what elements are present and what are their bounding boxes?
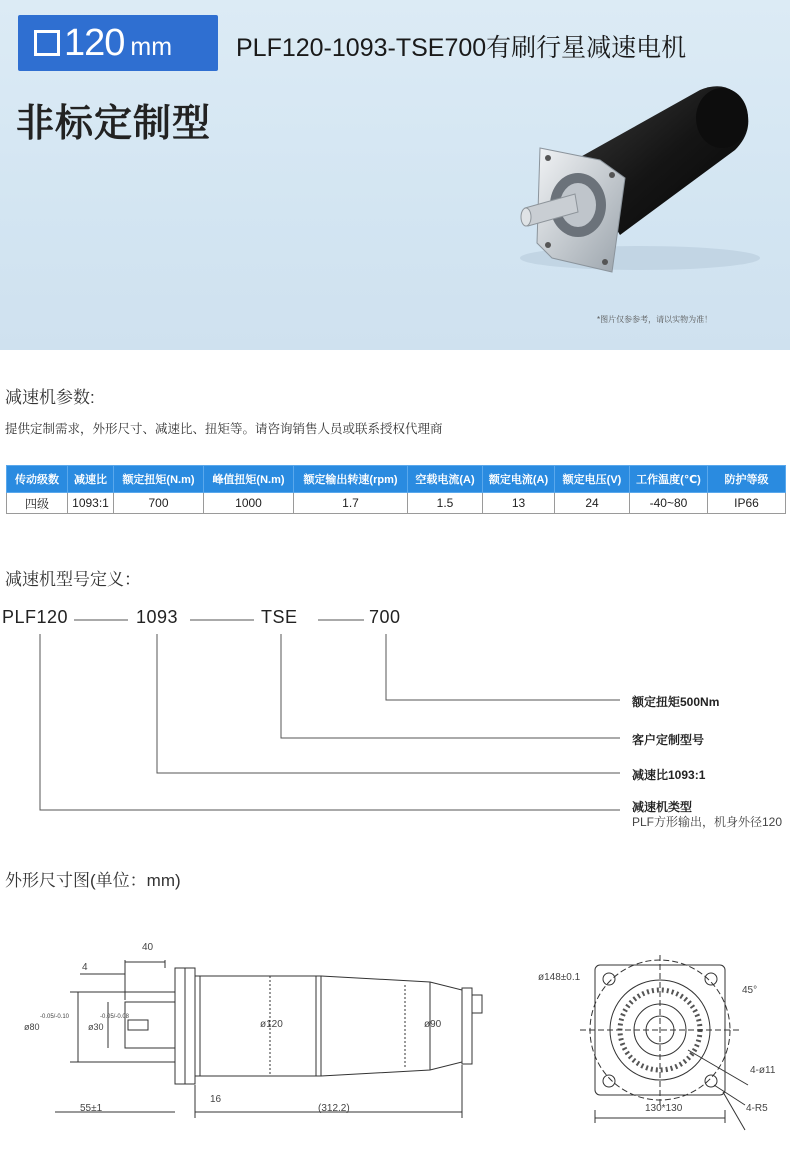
params-title: 减速机参数: bbox=[5, 388, 95, 407]
dim-16: 16 bbox=[210, 1094, 222, 1105]
table-cell: 700 bbox=[114, 493, 204, 514]
dim-40: 40 bbox=[142, 942, 154, 953]
motor-image bbox=[0, 0, 790, 350]
dimension-title: 外形尺寸图(单位：mm) bbox=[5, 871, 181, 890]
table-cell: 1093:1 bbox=[68, 493, 114, 514]
model-title: PLF120-1093-TSE700有刷行星减速电机 bbox=[236, 34, 687, 62]
code-torque: 700 bbox=[369, 607, 401, 627]
label-custom: 客户定制型号 bbox=[632, 733, 705, 747]
dim-312: (312.2) bbox=[318, 1103, 350, 1114]
label-torque: 额定扭矩500Nm bbox=[632, 695, 720, 709]
code-ratio: 1093 bbox=[136, 607, 179, 627]
dim-square: 130*130 bbox=[645, 1103, 683, 1114]
table-cell: -40~80 bbox=[630, 493, 708, 514]
table-cell: 1.7 bbox=[294, 493, 408, 514]
size-number: 120 bbox=[64, 21, 125, 64]
label-ratio: 减速比1093:1 bbox=[632, 768, 706, 782]
label-type-desc: PLF方形输出，机身外径120 bbox=[632, 815, 783, 829]
table-header: 防护等级 bbox=[708, 466, 786, 493]
dim-d90: ø90 bbox=[424, 1019, 442, 1030]
dim-d80: ø80 bbox=[24, 1022, 40, 1032]
dim-angle: 45° bbox=[742, 985, 758, 996]
page-subtitle: 非标定制型 bbox=[16, 103, 212, 145]
table-header: 减速比 bbox=[68, 466, 114, 493]
params-table bbox=[6, 465, 786, 514]
size-unit: mm bbox=[130, 32, 173, 61]
table-row bbox=[7, 493, 786, 514]
table-header: 额定扭矩(N.m) bbox=[114, 466, 204, 493]
table-header: 额定电压(V) bbox=[555, 466, 630, 493]
dim-radius: 4-R5 bbox=[746, 1103, 768, 1114]
dim-d30-tol: -0.05/-0.08 bbox=[100, 1014, 130, 1020]
dim-d30: ø30 bbox=[88, 1022, 104, 1032]
label-type: 减速机类型 bbox=[632, 800, 693, 814]
model-definition-title: 减速机型号定义： bbox=[5, 570, 141, 589]
image-note: *图片仅参参考，请以实物为准！ bbox=[597, 315, 713, 324]
table-cell: 13 bbox=[483, 493, 555, 514]
dim-4: 4 bbox=[82, 962, 88, 973]
table-cell: 四级 bbox=[7, 493, 68, 514]
table-header: 额定电流(A) bbox=[483, 466, 555, 493]
table-header: 峰值扭矩(N.m) bbox=[204, 466, 294, 493]
table-header-row bbox=[7, 466, 786, 493]
table-header: 额定输出转速(rpm) bbox=[294, 466, 408, 493]
table-cell: 1.5 bbox=[408, 493, 483, 514]
side-view-drawing bbox=[0, 940, 520, 1160]
front-view-drawing bbox=[520, 935, 790, 1165]
table-cell: 1000 bbox=[204, 493, 294, 514]
dim-55: 55±1 bbox=[80, 1103, 103, 1114]
dim-d120: ø120 bbox=[260, 1019, 283, 1030]
dim-d80-tol: -0.05/-0.10 bbox=[40, 1014, 70, 1020]
table-cell: IP66 bbox=[708, 493, 786, 514]
params-description: 提供定制需求，外形尺寸、减速比、扭矩等。请咨询销售人员或联系授权代理商 bbox=[5, 422, 443, 436]
code-series: PLF120 bbox=[2, 607, 69, 627]
code-custom: TSE bbox=[261, 607, 298, 627]
table-header: 工作温度(℃) bbox=[630, 466, 708, 493]
table-cell: 24 bbox=[555, 493, 630, 514]
table-header: 空载电流(A) bbox=[408, 466, 483, 493]
table-header: 传动级数 bbox=[7, 466, 68, 493]
dim-d148: ø148±0.1 bbox=[538, 972, 581, 983]
hero-banner bbox=[0, 0, 790, 350]
dim-holes: 4-ø11 bbox=[750, 1065, 776, 1076]
